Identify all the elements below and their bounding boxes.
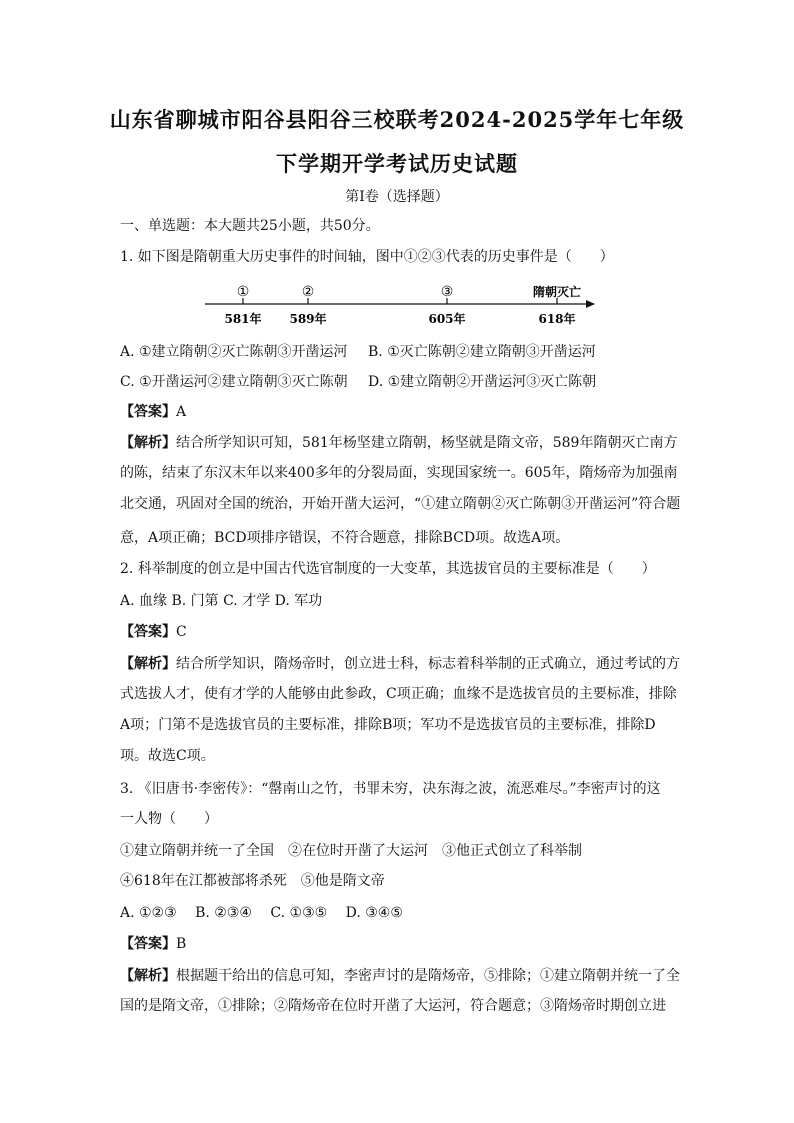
q1-analysis-line2: 的陈，结束了东汉末年以来400多年的分裂局面，实现国家统一。605年，隋炀帝为加强南 bbox=[120, 465, 678, 481]
q1-analysis-line3: 北交通，巩固对全国的统治，开始开凿大运河，“①建立隋朝②灭亡陈朝③开凿运河”符合题 bbox=[120, 496, 681, 512]
q1-option-d: D. ①建立隋朝②开凿运河③灭亡陈朝 bbox=[368, 374, 597, 390]
q3-analysis-line2: 国的是隋文帝，①排除；②隋炀帝在位时开凿了大运河，符合题意；③隋炀帝时期创立进 bbox=[120, 998, 666, 1014]
label-tag: 【答案】 bbox=[120, 404, 176, 420]
q1-option-a: A. ①建立隋朝②灭亡陈朝③开凿运河 bbox=[120, 344, 348, 360]
q2-analysis-line1: 【解析】结合所学知识，隋炀帝时，创立进士科，标志着科举制的正式确立，通过考试的方 bbox=[120, 656, 680, 672]
q2-analysis-line3: A项；门第不是选拔官员的主要标准，排除B项；军功不是选拔官员的主要标准，排除D bbox=[120, 717, 656, 733]
q3-items-line1: ①建立隋朝并统一了全国 ②在位时开凿了大运河 ③他正式创立了科举制 bbox=[120, 843, 582, 859]
q1-stem: 1. 如下图是隋朝重大历史事件的时间轴，图中①②③代表的历史事件是（ ） bbox=[120, 249, 614, 265]
timeline-year-581: 581年 bbox=[224, 312, 262, 326]
q3-stem-line2: 一人物（ ） bbox=[120, 811, 218, 827]
document-title-line2: 下学期开学考试历史试题 bbox=[276, 151, 518, 176]
timeline-marker-4: 隋朝灭亡 bbox=[532, 285, 582, 299]
q3-stem-line1: 3. 《旧唐书·李密传》：“罄南山之竹，书罪未穷，决东海之波，流恶难尽。”李密声讨的这 bbox=[120, 781, 661, 797]
timeline-arrow-icon bbox=[586, 300, 595, 308]
section-heading: 第Ⅰ卷（选择题） bbox=[345, 189, 449, 205]
q2-stem: 2. 科举制度的创立是中国古代选官制度的一大变革，其选拔官员的主要标准是（ ） bbox=[120, 561, 656, 577]
section-instructions: 一、单选题：本大题共25小题，共50分。 bbox=[120, 218, 380, 234]
label-tag: 【答案】 bbox=[120, 936, 176, 952]
document-title-line1: 山东省聊城市阳谷县阳谷三校联考2024-2025学年七年级 bbox=[109, 107, 685, 132]
label-tag: 【解析】 bbox=[120, 968, 176, 984]
timeline-year-605: 605年 bbox=[428, 312, 466, 326]
label-tag: 【解析】 bbox=[120, 435, 176, 451]
q1-options-row1 bbox=[120, 342, 680, 362]
q3-options: A. ①②③ B. ②③④ C. ①③⑤ D. ③④⑤ bbox=[120, 905, 403, 921]
timeline-year-589: 589年 bbox=[289, 312, 327, 326]
q2-options: A. 血缘 B. 门第 C. 才学 D. 军功 bbox=[120, 593, 323, 609]
label-tag: 【解析】 bbox=[120, 656, 176, 672]
q1-options-row2 bbox=[120, 372, 680, 392]
q1-analysis-line4: 意，A项正确；BCD项排序错误，不符合题意，排除BCD项。故选A项。 bbox=[120, 530, 570, 546]
q2-analysis-line4: 项。故选C项。 bbox=[120, 748, 215, 764]
q3-items-line2: ④618年在江都被部将杀死 ⑤他是隋文帝 bbox=[120, 873, 385, 889]
timeline-year-618: 618年 bbox=[538, 312, 576, 326]
q3-analysis-line1: 【解析】根据题干给出的信息可知，李密声讨的是隋炀帝，⑤排除；①建立隋朝并统一了全 bbox=[120, 968, 680, 984]
q1-analysis-line1: 【解析】结合所学知识可知，581年杨坚建立隋朝，杨坚就是隋文帝，589年隋朝灭亡南方 bbox=[120, 435, 678, 451]
q2-analysis-line2: 式选拔人才，使有才学的人能够由此参政，C项正确；血缘不是选拔官员的主要标准，排除 bbox=[120, 686, 677, 702]
timeline-marker-2: ② bbox=[301, 284, 315, 300]
q2-answer: 【答案】C bbox=[120, 624, 187, 640]
label-tag: 【答案】 bbox=[120, 624, 176, 640]
q1-timeline-diagram bbox=[200, 283, 600, 333]
q1-answer: 【答案】A bbox=[120, 404, 187, 420]
timeline-marker-1: ① bbox=[236, 284, 250, 300]
timeline-marker-3: ③ bbox=[440, 284, 454, 300]
q1-option-c: C. ①开凿运河②建立隋朝③灭亡陈朝 bbox=[120, 374, 348, 390]
q3-answer: 【答案】B bbox=[120, 936, 187, 952]
q1-option-b: B. ①灭亡陈朝②建立隋朝③开凿运河 bbox=[368, 344, 596, 360]
